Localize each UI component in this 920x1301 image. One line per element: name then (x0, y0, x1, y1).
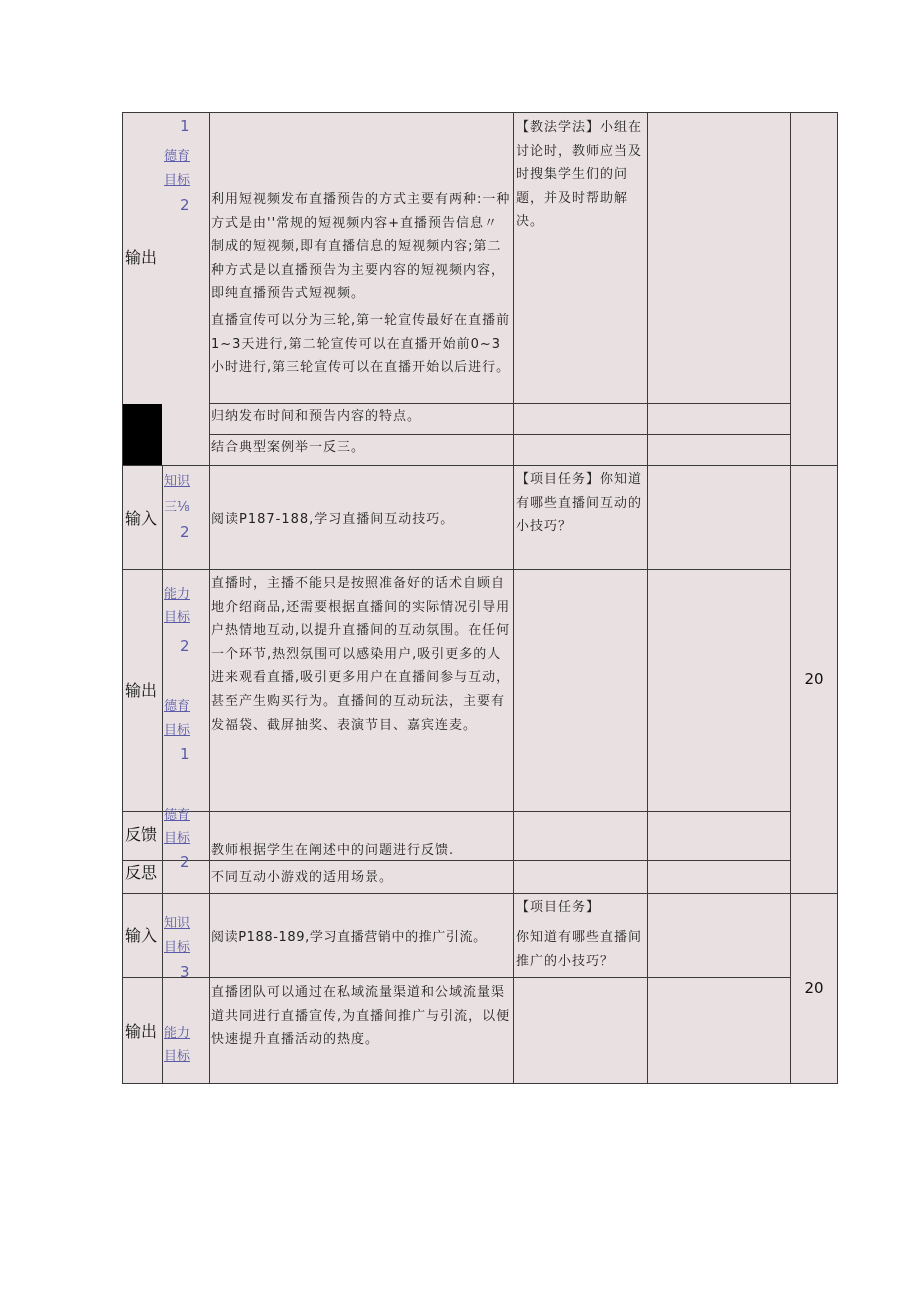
objective-link-knowledge[interactable]: 目标 (164, 940, 191, 955)
objective-link-moral[interactable]: 德育 (164, 699, 191, 714)
objective-number: 2 (180, 637, 190, 655)
objective-number: 2 (180, 196, 190, 214)
objective-number: 1 (180, 745, 190, 763)
table-border-right (837, 112, 838, 1084)
objective-link-ability[interactable]: 能力 (164, 1026, 191, 1041)
objective-link-knowledge[interactable]: 知识 (164, 474, 191, 489)
col-line-content (209, 112, 210, 1084)
content-text: 直播宣传可以分为三轮,第一轮宣传最好在直播前1~3天进行,第二轮宣传可以在直播开始前0~3小时进行,第三轮宣传可以在直播开始以后进行。 (211, 313, 511, 376)
content-text: 阅读P187-188,学习直播间互动技巧。 (211, 512, 455, 527)
row-line-4 (123, 569, 790, 570)
objective-link-moral[interactable]: 目标 (164, 831, 191, 846)
extra-col-bg (648, 113, 791, 1084)
content-text: 直播团队可以通过在私域流量渠道和公域流量渠道共同进行直播宣传,为直播间推广与引流，以便快速提升直播活动的热度。 (211, 985, 511, 1048)
score-value: 20 (804, 979, 824, 997)
phase-reflect: 反思 (125, 863, 158, 882)
phase-col-bg-3 (123, 894, 162, 1084)
objective-link-moral[interactable]: 德育 (164, 808, 191, 823)
objective-link-moral[interactable]: 德育 (164, 149, 191, 164)
objective-link-moral[interactable]: 目标 (164, 723, 191, 738)
objective-link-ability[interactable]: 目标 (164, 610, 191, 625)
row-line-8 (123, 977, 790, 978)
row-line-5 (123, 811, 790, 812)
col-line-extra (647, 112, 648, 1084)
content-text: 利用短视频发布直播预告的方式主要有两种:一种方式是由''常规的短视频内容+直播预告信息〃制成的短视频,即有直播信息的短视频内容;第二种方式是以直播预告为主要内容的短视频内容，即纯直播预告式短视频。 (211, 192, 511, 302)
content-text: 阅读P188-189,学习直播营销中的推广引流。 (211, 930, 487, 945)
task-text: 你知道有哪些直播间推广的小技巧？ (516, 930, 643, 969)
row-line-1 (209, 403, 790, 404)
objective-link-ability[interactable]: 能力 (164, 587, 191, 602)
task-title: 【项目任务】 (516, 900, 601, 915)
phase-input-2: 输入 (125, 509, 158, 528)
row-line-3 (123, 465, 838, 466)
objective-link-ability[interactable]: 目标 (164, 1049, 191, 1064)
score-value: 20 (804, 670, 824, 688)
objective-number: 1 (180, 117, 190, 135)
col-line-score (790, 112, 791, 1084)
objective-link-knowledge[interactable]: 知识 (164, 916, 191, 931)
table-border-left (122, 112, 123, 1084)
reflect-text: 不同互动小游戏的适用场景。 (211, 870, 394, 885)
summary-text: 归纳发布时间和预告内容的特点。 (211, 409, 422, 424)
table-border-top (123, 112, 838, 113)
phase-output-2: 输出 (125, 681, 158, 700)
black-block-2 (123, 435, 162, 466)
phase-output-3: 输出 (125, 1022, 158, 1041)
col-line-method (513, 112, 514, 1084)
score-col-bg (791, 113, 838, 1084)
objective-link-knowledge[interactable]: 三⅛ (164, 500, 190, 515)
objective-number: 2 (180, 853, 190, 871)
phase-feedback: 反馈 (125, 825, 158, 844)
objective-number: 2 (180, 523, 190, 541)
row-line-7 (123, 893, 838, 894)
example-text: 结合典型案例举一反三。 (211, 440, 366, 455)
objective-link-moral[interactable]: 目标 (164, 173, 191, 188)
task-text: 【项目任务】你知道有哪些直播间互动的小技巧？ (516, 472, 643, 534)
phase-input-3: 输入 (125, 926, 158, 945)
feedback-text: 教师根据学生在阐述中的问题进行反馈. (211, 843, 455, 858)
table-border-bottom (123, 1083, 838, 1084)
row-line-2 (209, 434, 790, 435)
content-text: 直播时，主播不能只是按照准备好的话术自顾自地介绍商品,还需要根据直播间的实际情况引导用户热情地互动,以提升直播间的互动氛围。在任何一个环节,热烈氛围可以感染用户,吸引更多的人进来观看直播,吸引更多用户在直播间参与互动，甚至产生购买行为。直播间的互动玩法，主要有发福袋、截屏抽奖、表演节目、嘉宾连麦。 (211, 576, 511, 733)
objective-number: 3 (180, 963, 190, 981)
col-line-obj (162, 466, 163, 1084)
black-block-1 (123, 404, 162, 435)
method-text: 【教法学法】小组在讨论时，教师应当及时搜集学生们的问题，并及时帮助解决。 (516, 120, 643, 229)
phase-output-1: 输出 (125, 248, 158, 267)
